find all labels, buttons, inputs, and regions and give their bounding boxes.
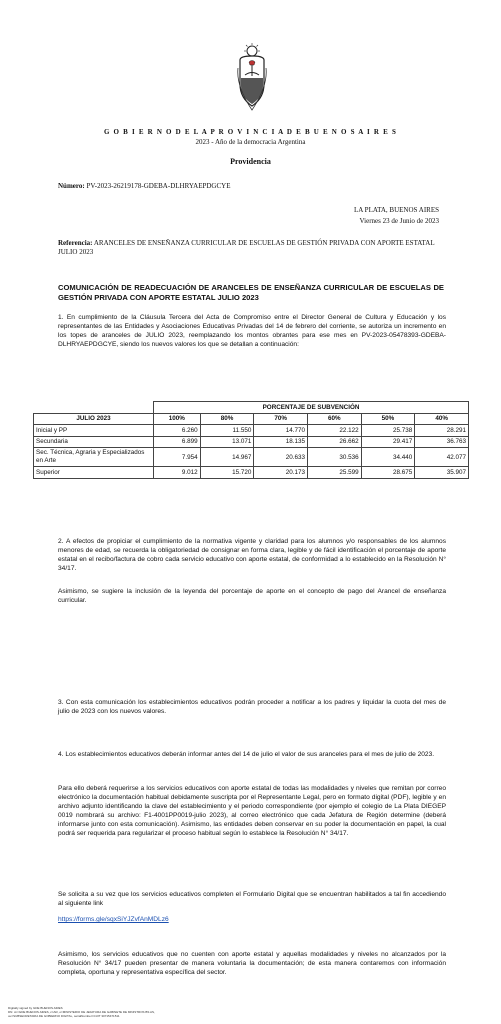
column-header: 40% bbox=[415, 413, 469, 425]
form-link[interactable]: https://forms.gle/sqxSiYJZvfAnMDLz6 bbox=[58, 916, 169, 923]
place: LA PLATA, BUENOS AIRES bbox=[353, 206, 439, 214]
reference-label: Referencia: bbox=[58, 239, 93, 247]
table-cell: 7.954 bbox=[154, 448, 201, 467]
table-group-header-row bbox=[34, 402, 469, 414]
column-header: 80% bbox=[200, 413, 254, 425]
table-cell: 42.077 bbox=[415, 448, 469, 467]
form-link-container bbox=[58, 915, 446, 924]
paragraph-4c: Se solicita a su vez que los servicios educativos completen el Formulario Digital que se encuentran habilitados a tal fin accediendo al siguiente link bbox=[58, 891, 446, 907]
table-cell: 18.135 bbox=[254, 436, 308, 448]
table-cell: 14.770 bbox=[254, 425, 308, 437]
reference-text: ARANCELES DE ENSEÑANZA CURRICULAR DE ESCUELAS DE GESTIÓN PRIVADA CON APORTE ESTATAL JULIO 2023 bbox=[58, 239, 435, 256]
table-row bbox=[34, 467, 469, 479]
date: Viernes 23 de Junio de 2023 bbox=[359, 217, 439, 225]
row-label: Sec. Técnica, Agraria y Especializados en Arte bbox=[34, 448, 154, 467]
table-cell: 11.550 bbox=[200, 425, 254, 437]
table-cell: 20.173 bbox=[254, 467, 308, 479]
communication-heading: COMUNICACIÓN DE READECUACIÓN DE ARANCELES DE ENSEÑANZA CURRICULAR DE ESCUELAS DE GESTIÓN PRIVADA CON APORTE ESTATAL JULIO 2023 bbox=[58, 283, 444, 302]
column-header: 70% bbox=[254, 413, 308, 425]
column-header: 100% bbox=[154, 413, 201, 425]
coat-of-arms-icon bbox=[236, 42, 268, 112]
table-cell: 13.071 bbox=[200, 436, 254, 448]
page-separator bbox=[0, 640, 501, 650]
row-label: Inicial y PP bbox=[34, 425, 154, 437]
table-cell: 20.633 bbox=[254, 448, 308, 467]
column-header: 60% bbox=[307, 413, 361, 425]
table-row bbox=[34, 436, 469, 448]
table-cell: 25.599 bbox=[307, 467, 361, 479]
digital-signature bbox=[8, 1006, 308, 1018]
paragraph-4b: Para ello deberá requerirse a los servicios educativos con aporte estatal de todas las modalidades y niveles que remitan por correo electrónico la documentación habitual debidamente suscripta por el Representante Legal, pero en formato digital (PDF), legible y en archivo adjunto identificando la clave del establecimiento y el periodo correspondiente (por ejemplo el colegio de La Plata DIEGEP 0019 nombrará su archivo: F1-4001PP0019-julio 2023), al correo electrónico que cada Jefatura de Región determine (deberá informarse junto con esta comunicación). Asimismo, las entidades deben conservar en su poder la documentación en papel, la cual podrá ser requerida para regularizar el proceso habitual según lo establece la Resolución N° 34/17. bbox=[58, 785, 446, 837]
paragraph-3: 3. Con esta comunicación los establecimientos educativos podrán proceder a notificar a los padres y liquidar la cuota del mes de julio de 2023 con los nuevos valores. bbox=[58, 699, 446, 715]
paragraph-1: 1. En cumplimiento de la Cláusula Tercera del Acta de Compromiso entre el Director General de Cultura y Educación y los representantes de las Entidades y Asociaciones Educativas Privadas del 14 de febrero del corriente, se autoriza un incremento en los topes de aranceles de JULIO 2023, reemplazando los montos obrantes para ese mes en PV-2023-05478393-GDEBA- DLHRYAEPDGCYE, siendo los nuevos valores los que se detallan a continuación: bbox=[58, 314, 446, 348]
paragraph-5: Asimismo, los servicios educativos que no cuenten con aporte estatal y aquellas modalidades y niveles no alcanzados por la Resolución N° 34/17 pueden presentar de manera voluntaria la documentación; de esta manera contaremos con información completa, oportuna y representativa específica del sector. bbox=[58, 951, 446, 976]
signature-line: ou=SUBSECRETARIA DE GOBIERNO DIGITAL, serialNumber=CUIT 30715471511 bbox=[8, 1014, 120, 1018]
table-cell: 34.440 bbox=[361, 448, 415, 467]
table-cell: 9.012 bbox=[154, 467, 201, 479]
document-number bbox=[58, 182, 230, 190]
table-cell: 35.907 bbox=[415, 467, 469, 479]
tariff-table bbox=[33, 401, 469, 479]
table-row bbox=[34, 448, 469, 467]
table-cell: 14.967 bbox=[200, 448, 254, 467]
reference bbox=[58, 239, 448, 257]
table-row bbox=[34, 425, 469, 437]
paragraph-4: 4. Los establecimientos educativos deberán informar antes del 14 de julio el valor de sus aranceles para el mes de julio de 2023. bbox=[58, 751, 435, 758]
table-cell: 28.675 bbox=[361, 467, 415, 479]
row-label: Superior bbox=[34, 467, 154, 479]
document-number-label: Número: bbox=[58, 182, 85, 190]
table-cell: 25.738 bbox=[361, 425, 415, 437]
paragraph-2b: Asimismo, se sugiere la inclusión de la leyenda del porcentaje de aporte en el concepto de pago del Arancel de enseñanza curricular. bbox=[58, 588, 446, 604]
table-cell: 29.417 bbox=[361, 436, 415, 448]
table-cell: 36.763 bbox=[415, 436, 469, 448]
paragraph-2: 2. A efectos de propiciar el cumplimiento de la normativa vigente y claridad para los alumnos y/o responsables de los alumnos menores de edad, se recuerda la obligatoriedad de consignar en forma clara, legible y de fácil identificación el porcentaje de aporte estatal en el recibo/factura de cobro cada servicio educativo con aporte estatal, de conformidad a lo establecido en la Resolución N° 34/17. bbox=[58, 538, 446, 572]
table-corner: JULIO 2023 bbox=[34, 413, 154, 425]
column-header: 50% bbox=[361, 413, 415, 425]
place-date bbox=[354, 205, 439, 227]
subsidy-percentage-header: PORCENTAJE DE SUBVENCIÓN bbox=[154, 402, 469, 414]
table-cell: 6.260 bbox=[154, 425, 201, 437]
year-motto: 2023 - Año de la democracia Argentina bbox=[195, 138, 306, 146]
table-cell: 6.899 bbox=[154, 436, 201, 448]
table-cell: 15.720 bbox=[200, 467, 254, 479]
table-cell: 28.291 bbox=[415, 425, 469, 437]
document-type: Providencia bbox=[230, 157, 271, 166]
signature-line: DN: cn=GDE BUENOS AIRES, c=AR, o=MINISTERIO DE JEFATURA DE GABINETE DE MINISTROS BS AS, bbox=[8, 1010, 155, 1014]
row-label: Secundaria bbox=[34, 436, 154, 448]
table-header-row bbox=[34, 413, 469, 425]
signature-line: Digitally signed by GDE BUENOS AIRES bbox=[8, 1006, 63, 1010]
table-cell: 30.536 bbox=[307, 448, 361, 467]
document-page-2 bbox=[0, 650, 501, 1024]
table-cell: 22.122 bbox=[307, 425, 361, 437]
government-header: G O B I E R N O D E L A P R O V I N C I A D E B U E N O S A I R E S bbox=[103, 128, 398, 136]
table-cell: 26.662 bbox=[307, 436, 361, 448]
document-number-value: PV-2023-26219178-GDEBA-DLHRYAEPDGCYE bbox=[86, 182, 231, 190]
